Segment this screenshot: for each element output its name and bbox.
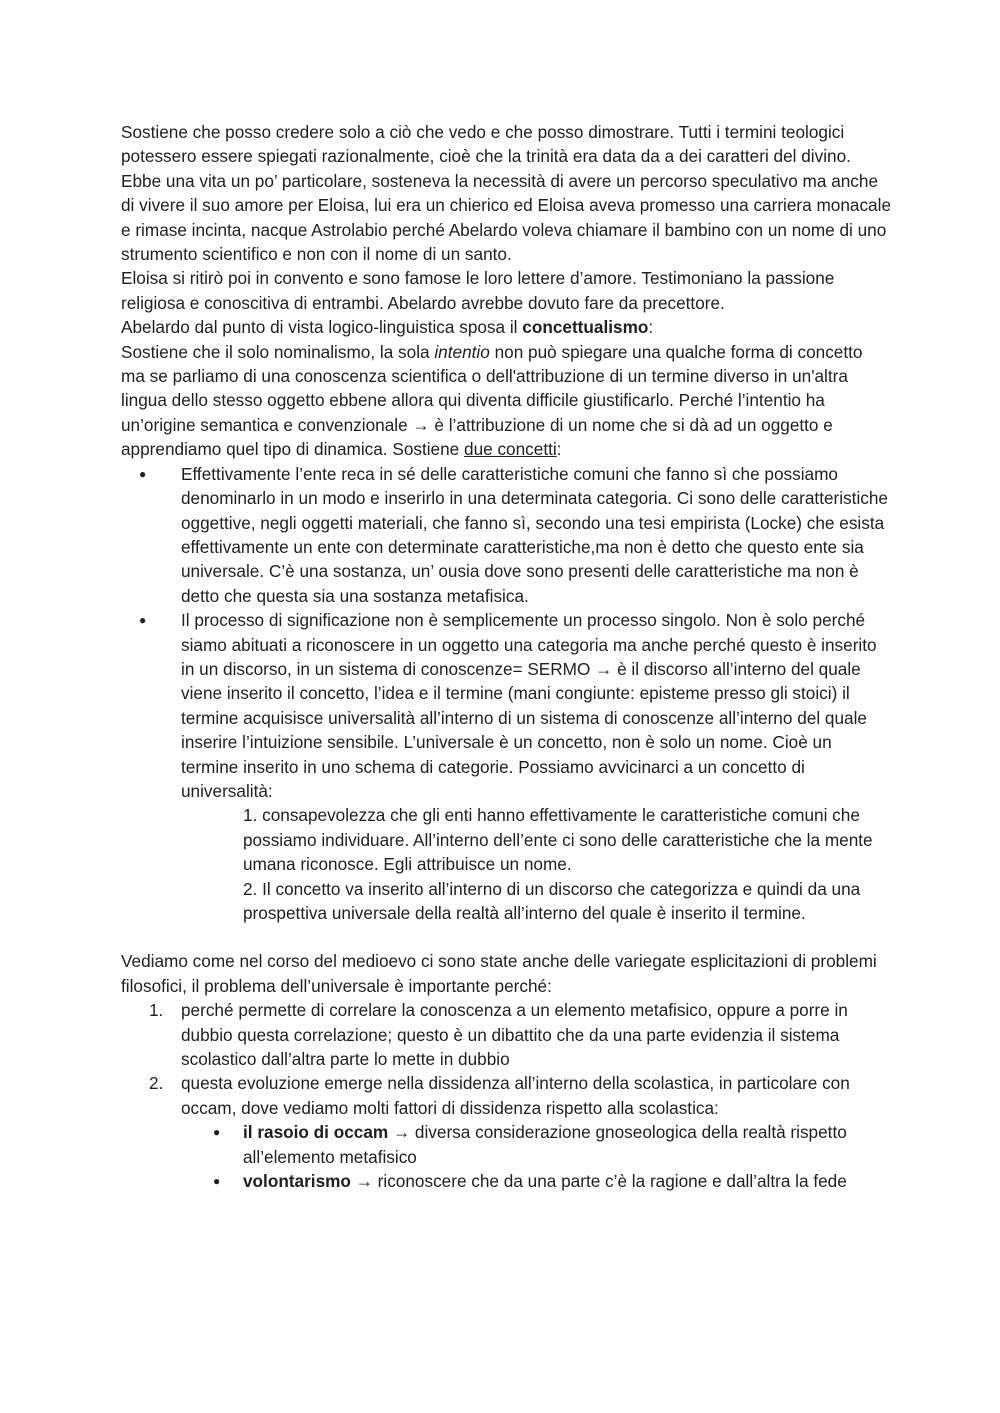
bold-term: il rasoio di occam bbox=[243, 1122, 389, 1143]
sub-list-item: 2. Il concetto va inserito all’interno di un discorso che categorizza e quindi da una prospettiva universale della realtà all’interno del quale è inserito il termine. bbox=[243, 878, 861, 923]
item-number: 1. bbox=[149, 1000, 164, 1021]
numbered-item: 2. questa evoluzione emerge nella dissidenza all’interno della scolastica, in particolare con occam, dove vediamo molti fattori di dissidenza rispetto alla scolastica: bbox=[149, 1073, 850, 1118]
paragraph-concettualismo: Abelardo dal punto di vista logico-linguistica sposa il concettualismo: bbox=[121, 317, 654, 338]
nested-list-item: ● il rasoio di occam → diversa considerazione gnoseologica della realtà rispetto all’elemento metafisico bbox=[213, 1122, 847, 1167]
numbered-item: 1. perché permette di correlare la conoscenza a un elemento metafisico, oppure a porre in dubbio questa correlazione; questo è un dibattito che da una parte evidenzia il sistema scolastico dall’altra parte lo mette in dubbio bbox=[149, 1000, 848, 1070]
sub-list-item: 1. consapevolezza che gli enti hanno effettivamente le caratteristiche comuni che possiamo individuare. All’interno dell’ente ci sono delle caratteristiche che la mente umana riconosce. Egli attribuisce un nome. bbox=[243, 805, 873, 875]
list-item: ● Il processo di significazione non è semplicemente un processo singolo. Non è solo perché siamo abituati a riconoscere in un oggetto una categoria ma anche perché questo è inserito in un discorso, in un sistema di conoscenze= SERMO → è il discorso all’interno del quale viene inserito il concetto, l’idea e il termine (mani congiunte: episteme presso gli stoici) il termine acquisisce universalità all’interno di un sistema di conoscenze all’interno del quale inserire l’intuizione sensibile. L’universale è un concetto, non è solo un nome. Cioè un termine inserito in uno schema di categorie. Possiamo avvicinarci a un concetto di universalità: bbox=[139, 610, 877, 801]
paragraph-eloisa: Eloisa si ritirò poi in convento e sono famose le loro lettere d’amore. Testimoniano la passione religiosa e conoscitiva di entrambi. Abelardo avrebbe dovuto fare da precettore. bbox=[121, 268, 835, 313]
nested-list-item: ● volontarismo → riconoscere che da una parte c’è la ragione e dall’altra la fede bbox=[121, 1169, 891, 1193]
blank-line bbox=[121, 925, 891, 949]
bullet-icon: ● bbox=[139, 466, 147, 481]
list-item: ● Effettivamente l’ente reca in sé delle caratteristiche comuni che fanno sì che possiamo denominarlo in un modo e inserirlo in una determinata categoria. Ci sono delle caratteristiche oggettive, negli oggetti materiali, che fanno sì, secondo una tesi empirista (Locke) che esista effettivamente un ente con determinate caratteristiche,ma non è detto che questo ente sia universale. C’è una sostanza, un’ ousia dove sono presenti delle caratteristiche ma non è detto che questa sia una sostanza metafisica. bbox=[139, 463, 888, 606]
underlined-term: due concetti bbox=[464, 439, 557, 460]
paragraph-abelardo-life: Sostiene che posso credere solo a ciò che vedo e che posso dimostrare. Tutti i termini teologici potessero essere spiegati razionalmente, cioè che la trinità era data da a dei caratteri del divino. Ebbe una vita un po’ particolare, sosteneva la necessità di avere un percorso speculativo ma anche di vivere il suo amore per Eloisa, lui era un chierico ed Eloisa aveva promesso una carriera monacale e rimase incinta, nacque Astrolabio perché Abelardo voleva chiamare il bambino con un nome di uno strumento scientifico e non con il nome di un santo. bbox=[121, 122, 891, 265]
bullet-icon: ● bbox=[213, 1174, 221, 1189]
paragraph-medioevo: Vediamo come nel corso del medioevo ci sono state anche delle variegate esplicitazioni di problemi filosofici, il problema dell’universale è importante perché: bbox=[121, 951, 877, 996]
bullet-icon: ● bbox=[139, 613, 147, 628]
bullet-icon: ● bbox=[213, 1125, 221, 1140]
document-page bbox=[121, 120, 891, 1193]
italic-term: intentio bbox=[434, 341, 490, 362]
bold-term: volontarismo bbox=[243, 1171, 351, 1192]
paragraph-intentio: Sostiene che il solo nominalismo, la sola intentio non può spiegare una qualche forma di concetto ma se parliamo di una conoscenza scientifica o dell'attribuzione di un termine diverso in un'altra lingua dello stesso oggetto ebbene allora qui diventa difficile giustificarlo. Perché l’intentio ha un’origine semantica e convenzionale → è l’attribuzione di un nome che si dà ad un oggetto e apprendiamo quel tipo di dinamica. Sostiene due concetti: bbox=[121, 341, 863, 460]
bold-term: concettualismo bbox=[522, 317, 649, 338]
item-number: 2. bbox=[149, 1073, 164, 1094]
